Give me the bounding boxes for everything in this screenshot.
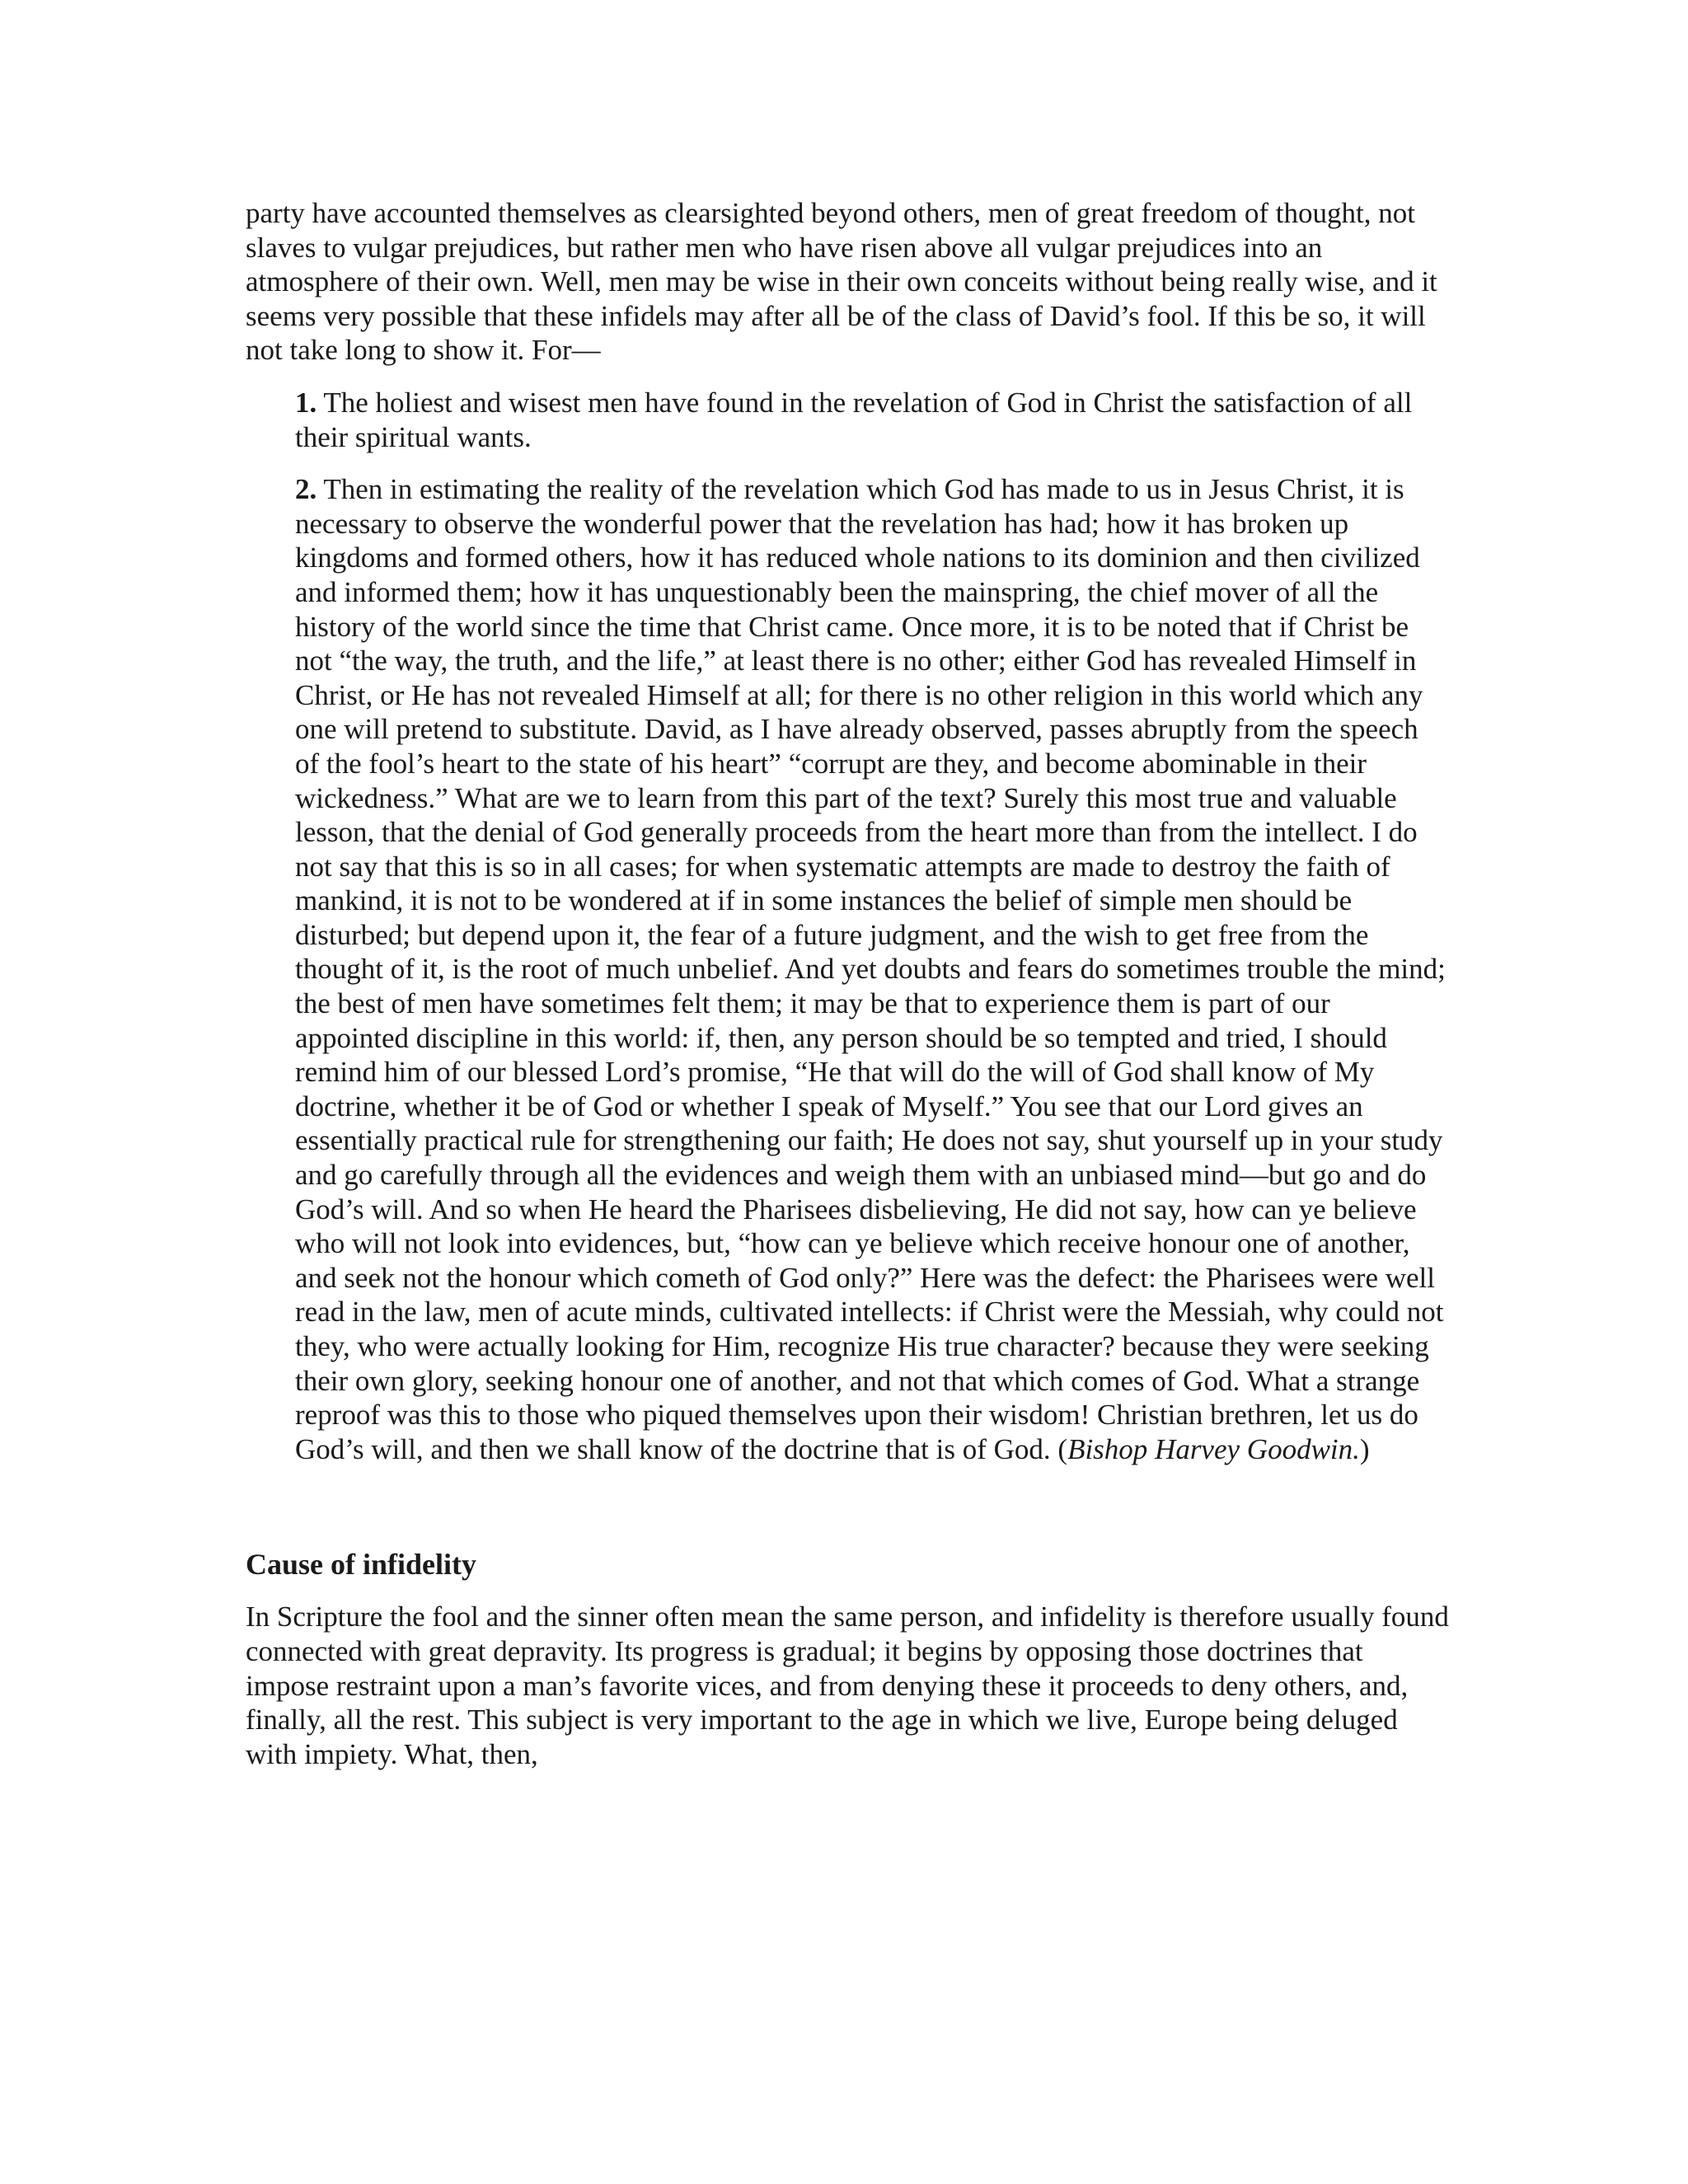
section-heading: Cause of infidelity — [246, 1548, 477, 1582]
point-1-number: 1. — [295, 386, 317, 419]
point-1 — [295, 386, 1449, 454]
point-2-number: 2. — [295, 473, 317, 506]
point-2-citation: Bishop Harvey Goodwin. — [1067, 1432, 1360, 1465]
point-2 — [295, 472, 1449, 1466]
document-page — [246, 196, 1449, 1771]
section-paragraph: In Scripture the fool and the sinner often mean the same person, and infidelity is therefore usually found connected with great depravity. Its progress is gradual; it begins by opposing those doctrines that impose restraint upon a man’s favorite vices, and from denying these it proceeds to deny others, and, finally, all the rest. This subject is very important to the age in which we live, Europe being deluged with impiety. What, then, — [246, 1601, 1449, 1770]
point-1-text: The holiest and wisest men have found in the revelation of God in Christ the satisfaction of all their spiritual wants. — [295, 386, 1413, 453]
intro-paragraph: party have accounted themselves as clearsighted beyond others, men of great freedom of thought, not slaves to vulgar prejudices, but rather men who have risen above all vulgar prejudices into an atmosphere of their own. Well, men may be wise in their own conceits without being really wise, and it seems very possible that these infidels may after all be of the class of David’s fool. If this be so, it will not take long to show it. For— — [246, 197, 1437, 367]
point-2-closing: ) — [1359, 1432, 1370, 1465]
point-2-text: Then in estimating the reality of the revelation which God has made to us in Jesus Christ, it is necessary to observe the wonderful power that the revelation has had; how it has broken up kingdoms and formed others, how it has reduced whole nations to its dominion and then civilized and informed them; how it has unquestionably been the mainspring, the chief mover of all the history of the world since the time that Christ came. Once more, it is to be noted that if Christ be not “the way, the truth, and the life,” at least there is no other; either God has revealed Himself in Christ, or He has not revealed Himself at all; for there is no other religion in this world which any one will pretend to substitute. David, as I have already observed, passes abruptly from the speech of the fool’s heart to the state of his heart” “corrupt are they, and become abominable in their wickedness.” What are we to learn from this part of the text? Surely this most true and valuable lesson, that the denial of God generally proceeds from the heart more than from the intellect. I do not say that this is so in all cases; for when systematic attempts are made to destroy the faith of mankind, it is not to be wondered at if in some instances the belief of simple men should be disturbed; but depend upon it, the fear of a future judgment, and the wish to get free from the thought of it, is the root of much unbelief. And yet doubts and fears do sometimes trouble the mind; the best of men have sometimes felt them; it may be that to experience them is part of our appointed discipline in this world: if, then, any person should be so tempted and tried, I should remind him of our blessed Lord’s promise, “He that will do the will of God shall know of My doctrine, whether it be of God or whether I speak of Myself.” You see that our Lord gives an essentially practical rule for strengthening our faith; He does not say, shut yourself up in your study and go carefully through all the evidences and weigh them with an unbiased mind—but go and do God’s will. And so when He heard the Pharisees disbelieving, He did not say, how can ye believe who will not look into evidences, but, “how can ye believe which receive honour one of another, and seek not the honour which cometh of God only?” Here was the defect: the Pharisees were well read in the law, men of acute minds, cultivated intellects: if Christ were the Messiah, why could not they, who were actually looking for Him, recognize His true character? because they were seeking their own glory, seeking honour one of another, and not that which comes of God. What a strange reproof was this to those who piqued themselves upon their wisdom! Christian brethren, let us do God’s will, and then we shall know of the doctrine that is of God. ( — [295, 473, 1446, 1465]
